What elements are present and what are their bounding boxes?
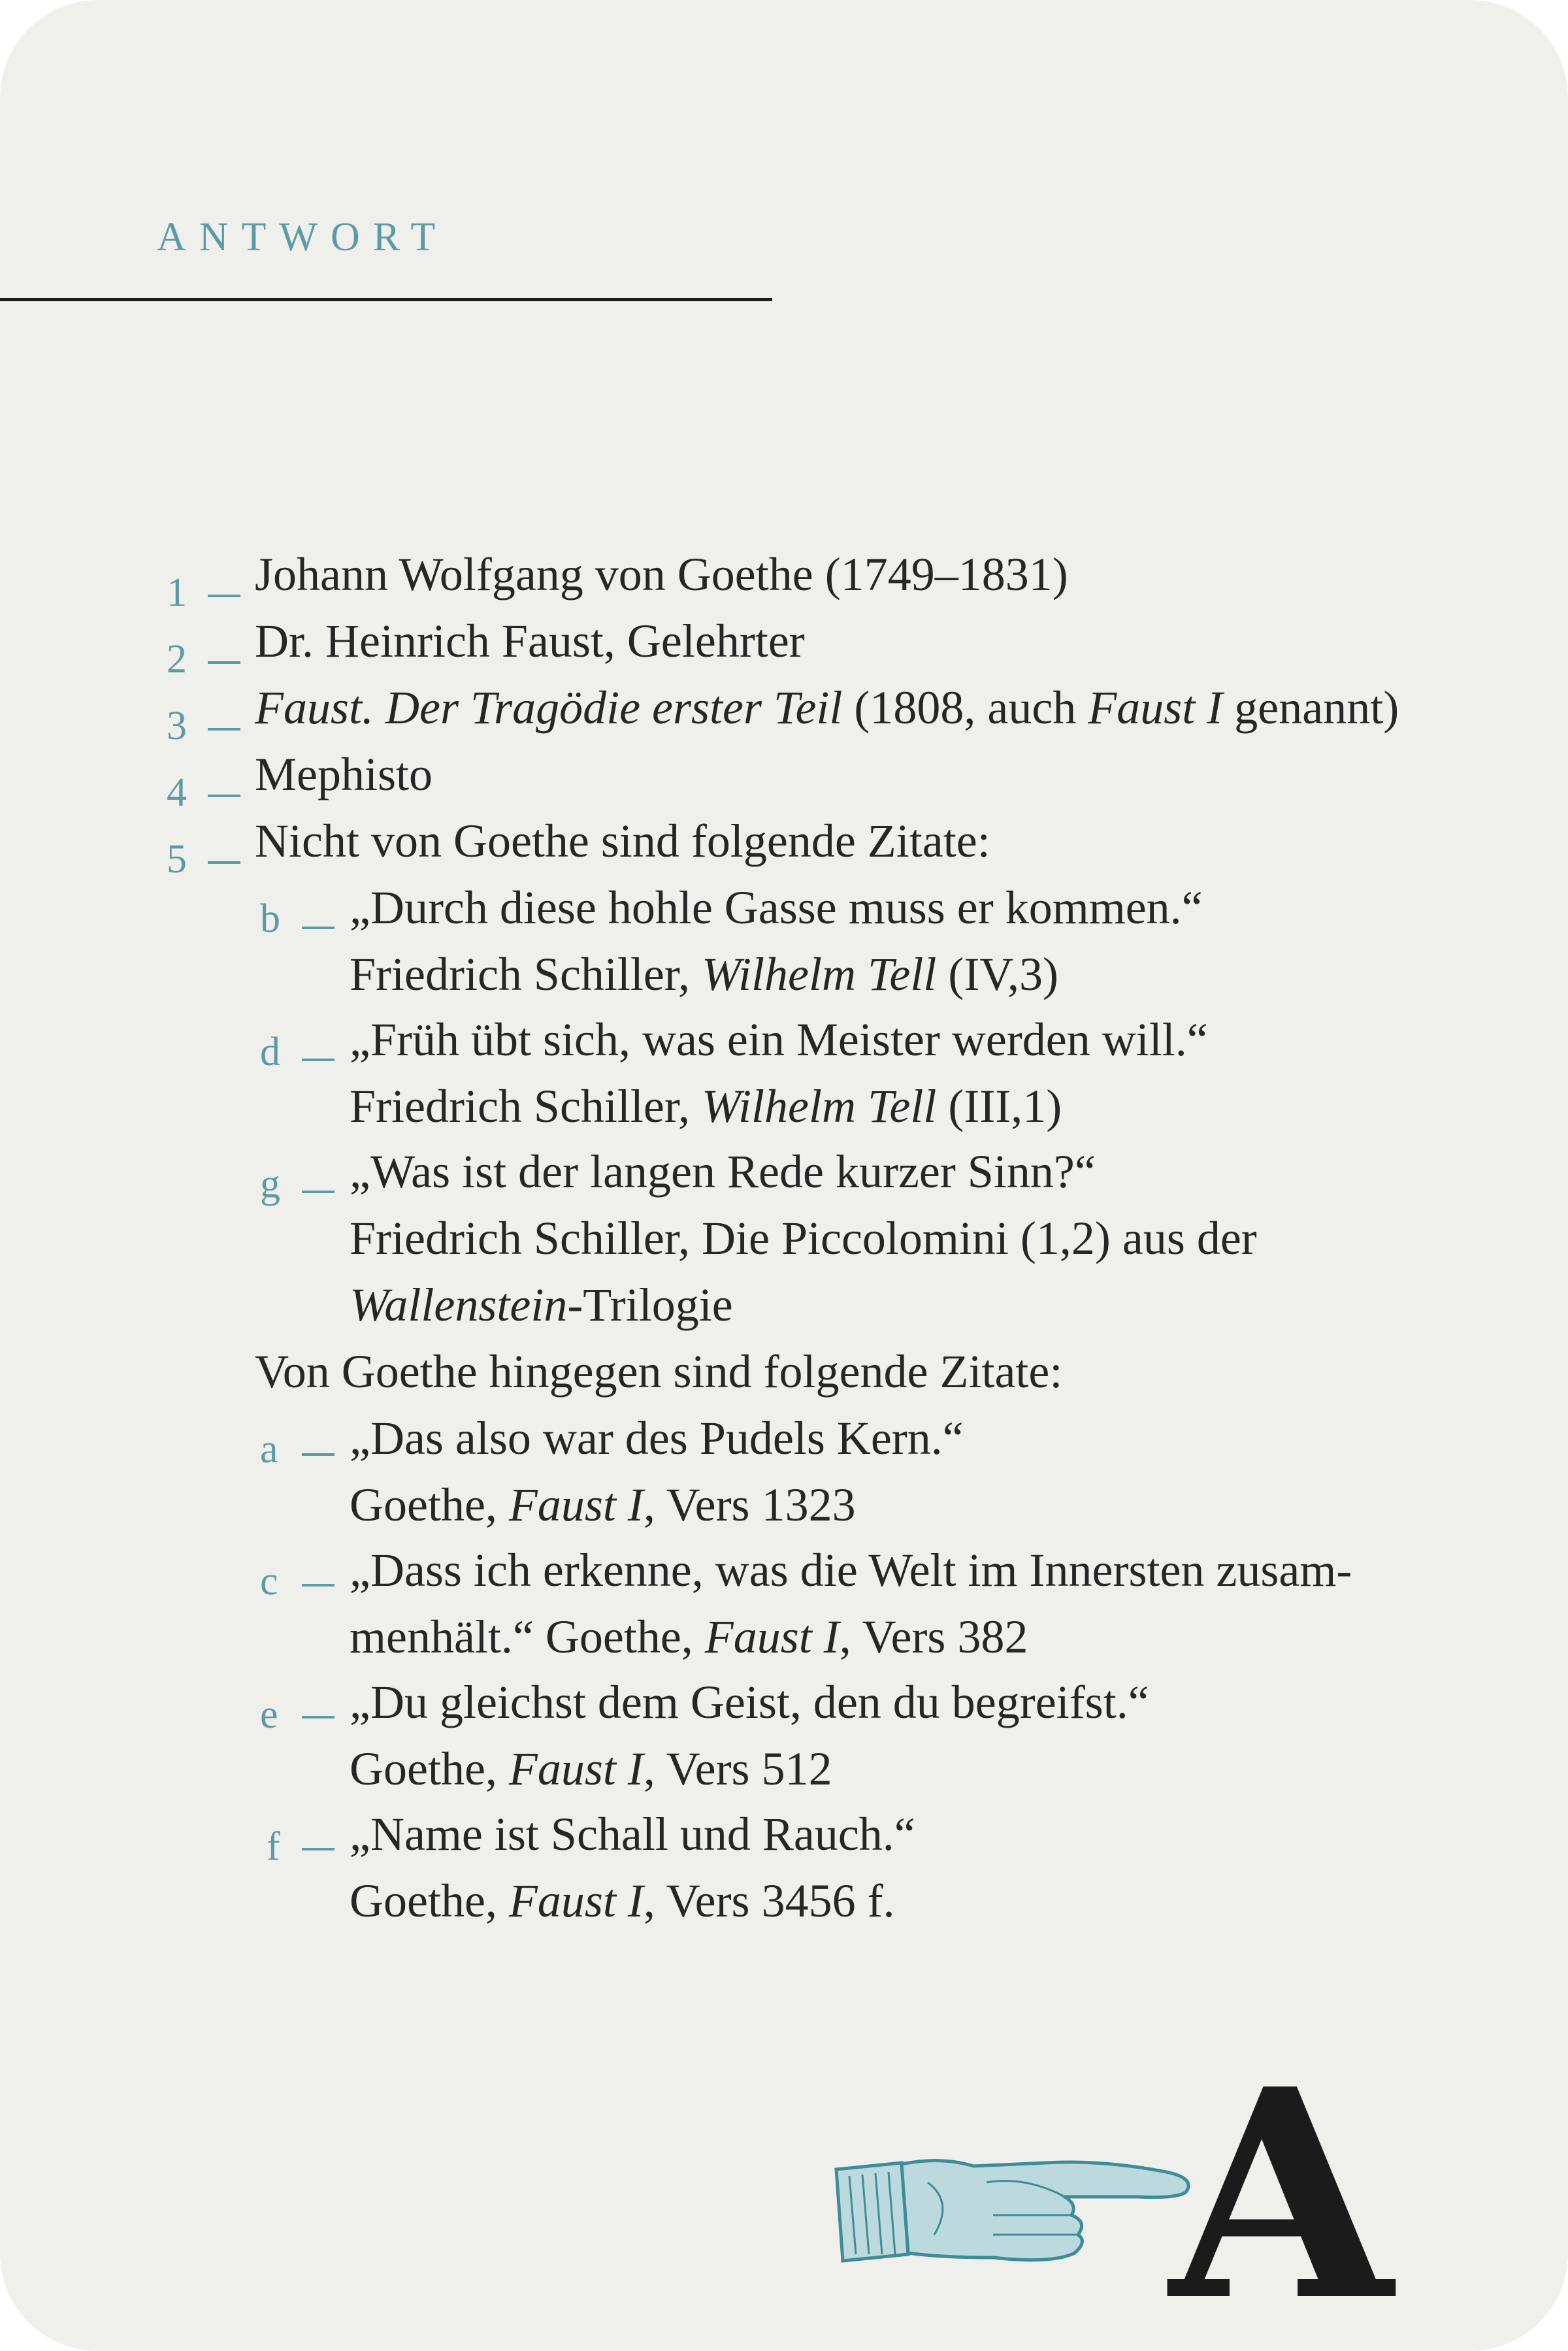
quote-letter-a: a (260, 1427, 278, 1471)
work-short-title: Faust I (1088, 682, 1223, 734)
quote-letter-b: b (260, 896, 280, 941)
source-work: Wilhelm Tell (701, 1080, 937, 1132)
quote-b: „Durch diese hohle Gasse muss er kommen.“ (350, 881, 1203, 934)
answer-number-5: 5 (167, 837, 187, 881)
source-author: Friedrich Schiller, (350, 1080, 702, 1132)
dash (208, 661, 240, 664)
source-work: Wilhelm Tell (701, 948, 937, 1000)
answer-number-4: 4 (167, 770, 187, 815)
quote-letter-f: f (267, 1824, 280, 1869)
card-heading: ANTWORT (157, 215, 449, 259)
source-ref: (IV,3) (936, 948, 1059, 1000)
answer-4: Mephisto (255, 748, 433, 800)
goethe-intro: Von Goethe hingegen sind folgende Zitate: (255, 1345, 1063, 1398)
source-author: Goethe, (350, 1479, 509, 1531)
source-author: Friedrich Schiller, (350, 948, 702, 1000)
dash (208, 728, 240, 731)
answer-number-3: 3 (167, 704, 187, 748)
heading-rule (0, 298, 772, 301)
quote-a: „Das also war des Pudels Kern.“ (350, 1412, 964, 1464)
answer-number-1: 1 (167, 570, 187, 615)
answer-2: Dr. Heinrich Faust, Gelehrter (255, 615, 805, 667)
quote-d-source (350, 1080, 1062, 1132)
quote-e: „Du gleichst dem Geist, den du begreifst.“ (350, 1676, 1149, 1728)
quote-c: „Dass ich erkenne, was die Welt im Innersten zusam- (350, 1544, 1352, 1596)
quote-f-source (350, 1875, 895, 1927)
quote-e-source (350, 1743, 832, 1795)
dash (302, 1716, 335, 1718)
quote-letter-e: e (260, 1692, 278, 1737)
dash (208, 795, 240, 797)
answer-3 (255, 682, 1399, 734)
source-work: Faust I (508, 1743, 644, 1795)
answer-3-mid: (1808, auch (842, 682, 1088, 734)
quote-g-source: Friedrich Schiller, Die Piccolomini (1,2) aus der (350, 1212, 1257, 1264)
quote-g-source-line2 (350, 1279, 733, 1331)
source-work: Wallenstein (350, 1279, 568, 1331)
quote-c-line2 (350, 1611, 1028, 1663)
quote-letter-d: d (260, 1030, 280, 1074)
source-author: Goethe, (350, 1875, 509, 1927)
source-author: Goethe, (350, 1743, 509, 1795)
quote-letter-g: g (260, 1162, 280, 1206)
dash (302, 1584, 335, 1587)
dash (208, 861, 240, 864)
quote-a-source (350, 1479, 856, 1531)
answer-1: Johann Wolfgang von Goethe (1749–1831) (255, 548, 1068, 600)
source-work: Faust I (508, 1479, 644, 1531)
dash (302, 1453, 335, 1456)
answer-3-end: genannt) (1222, 682, 1399, 734)
dash (208, 595, 240, 597)
quote-b-source (350, 948, 1059, 1000)
source-ref: , Vers 1323 (643, 1479, 856, 1531)
quote-letter-c: c (260, 1559, 278, 1603)
dash (302, 1059, 335, 1061)
quote-c-continued: menhält.“ Goethe, (350, 1611, 705, 1663)
source-ref: , Vers 382 (839, 1611, 1028, 1663)
work-title: Faust. Der Tragödie erster Teil (255, 682, 843, 734)
source-ref: (III,1) (936, 1080, 1062, 1132)
pointing-hand-icon (830, 2143, 1209, 2274)
source-work: Faust I (704, 1611, 840, 1663)
source-work: Faust I (508, 1875, 644, 1927)
source-ref: , Vers 3456 f. (643, 1875, 895, 1927)
source-ref: , Vers 512 (643, 1743, 832, 1795)
quote-d: „Früh übt sich, was ein Meister werden will.“ (350, 1013, 1208, 1066)
source-ref: -Trilogie (567, 1279, 733, 1331)
dash (302, 1191, 335, 1193)
answer-number-2: 2 (167, 637, 187, 682)
quote-f: „Name ist Schall und Rauch.“ (350, 1808, 915, 1860)
dash (302, 927, 335, 929)
answer-5: Nicht von Goethe sind folgende Zitate: (255, 815, 990, 867)
dash (302, 1848, 335, 1850)
card-side-letter: A (1169, 2026, 1393, 2351)
quote-g: „Was ist der langen Rede kurzer Sinn?“ (350, 1145, 1096, 1198)
